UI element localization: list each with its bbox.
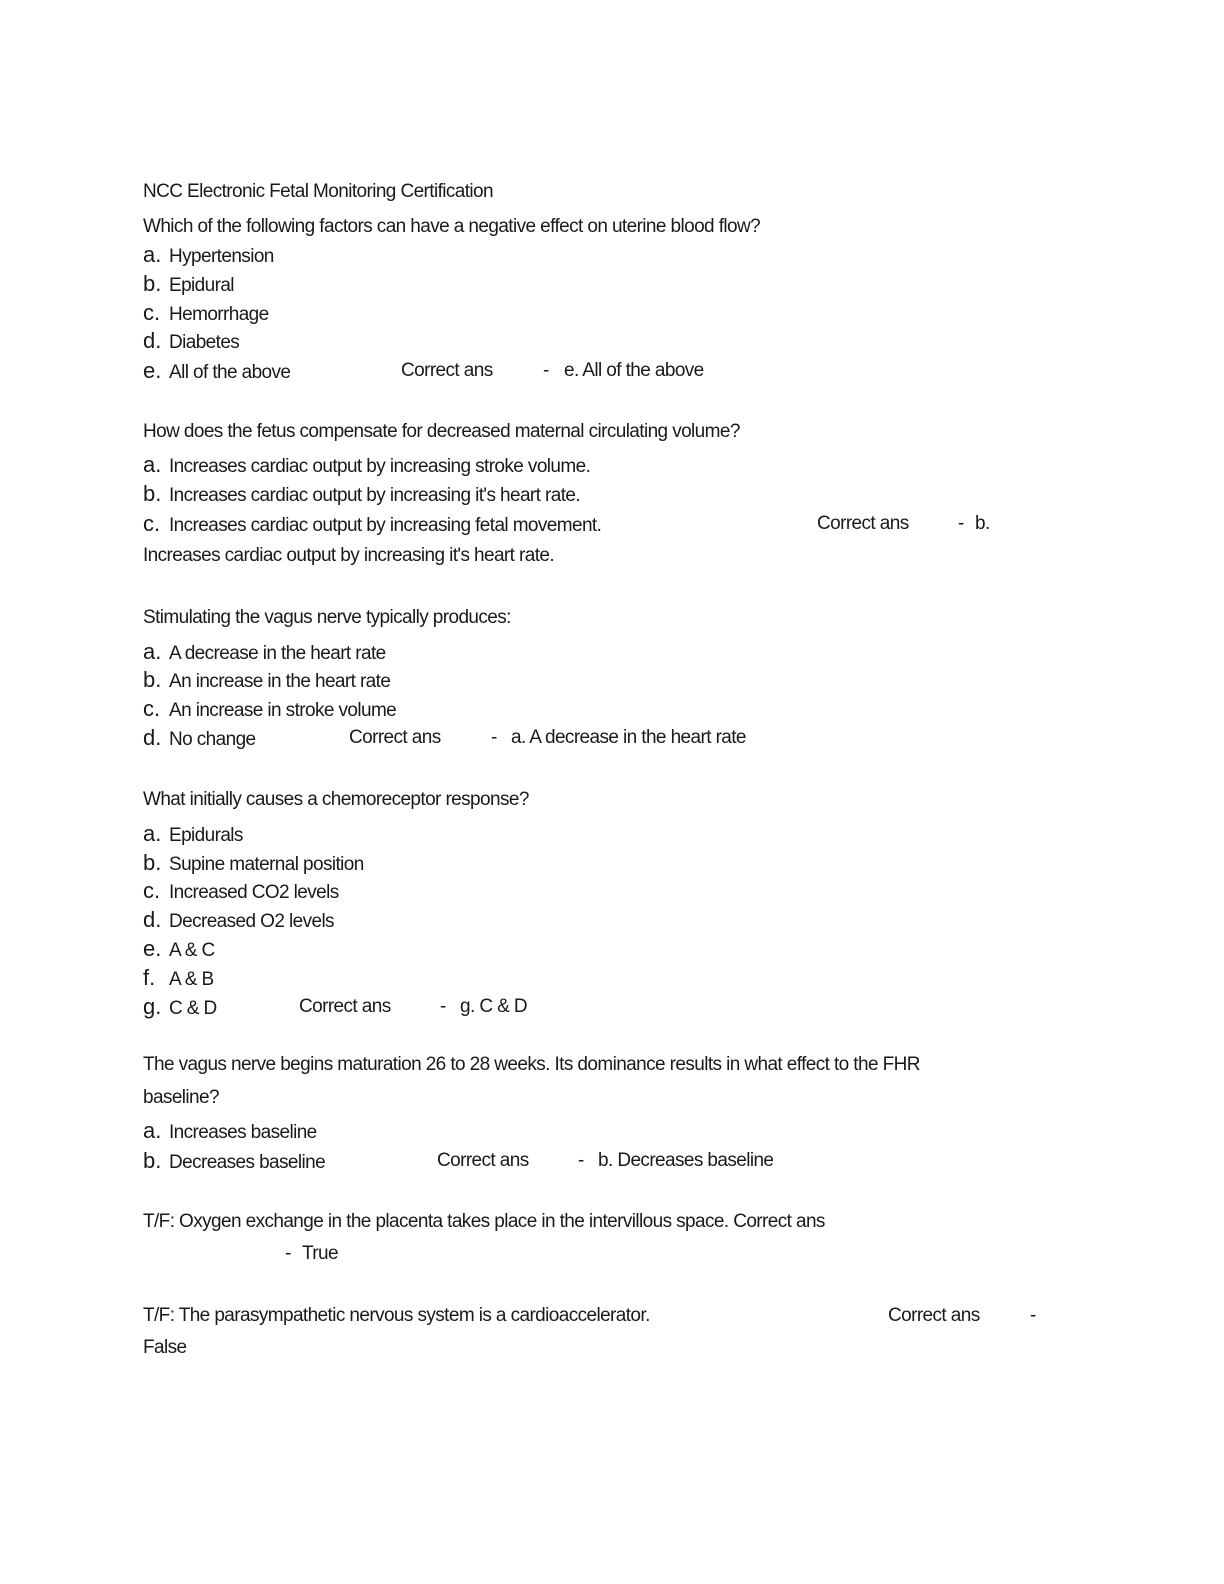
question-7-statement: T/F: The parasympathetic nervous system is a cardioaccelerator.	[143, 1305, 650, 1326]
option-text: A decrease in the heart rate	[169, 643, 386, 664]
question-1-text: Which of the following factors can have a negative effect on uterine blood flow?	[143, 216, 761, 237]
option-text: A & B	[169, 969, 214, 990]
option-text: Increased CO2 levels	[169, 882, 339, 903]
option-letter: b.	[143, 1148, 162, 1173]
q3-answer-dash: -	[491, 727, 497, 748]
q7-answer-dash: -	[1030, 1305, 1036, 1326]
q3-option-b	[143, 668, 390, 694]
q1-option-c	[143, 301, 269, 327]
q3-option-c	[143, 697, 396, 723]
q1-answer: e. All of the above	[564, 360, 704, 381]
q5-answer-dash: -	[578, 1150, 584, 1171]
q4-option-a	[143, 822, 243, 848]
q4-correct-label: Correct ans	[299, 996, 391, 1017]
option-letter: e.	[143, 358, 162, 383]
option-letter: a.	[143, 639, 162, 664]
q7-correct-label: Correct ans	[888, 1305, 980, 1326]
document-title: NCC Electronic Fetal Monitoring Certification	[143, 181, 493, 202]
q1-correct-label: Correct ans	[401, 360, 493, 381]
q2-correct-label: Correct ans	[817, 513, 909, 534]
option-text: Hypertension	[169, 246, 274, 267]
option-letter: a.	[143, 821, 162, 846]
option-letter: c.	[143, 878, 161, 903]
option-letter: c.	[143, 300, 161, 325]
option-letter: b.	[143, 667, 162, 692]
option-letter: a.	[143, 452, 162, 477]
option-text: Epidurals	[169, 825, 243, 846]
option-text: Supine maternal position	[169, 854, 364, 875]
option-text: Decreases baseline	[169, 1152, 326, 1173]
question-2-text: How does the fetus compensate for decreased maternal circulating volume?	[143, 421, 740, 442]
question-3-text: Stimulating the vagus nerve typically produces:	[143, 607, 511, 628]
q2-option-b	[143, 482, 580, 508]
option-letter: g.	[143, 994, 162, 1019]
q1-option-b	[143, 272, 234, 298]
q5-option-a	[143, 1119, 317, 1145]
option-text: Epidural	[169, 275, 234, 296]
question-5-text-line1: The vagus nerve begins maturation 26 to 28 weeks. Its dominance results in what effect to the FHR	[143, 1054, 920, 1075]
q1-option-a	[143, 243, 274, 269]
q1-answer-dash: -	[543, 360, 549, 381]
q3-correct-label: Correct ans	[349, 727, 441, 748]
option-text: No change	[169, 729, 256, 750]
q2-option-a	[143, 453, 590, 479]
option-letter: b.	[143, 271, 162, 296]
option-text: A & C	[169, 940, 215, 961]
option-text: An increase in stroke volume	[169, 700, 397, 721]
option-letter: b.	[143, 481, 162, 506]
option-text: Increases cardiac output by increasing it's heart rate.	[169, 485, 581, 506]
q3-option-d	[143, 726, 256, 752]
option-letter: a.	[143, 242, 162, 267]
option-letter: a.	[143, 1118, 162, 1143]
q1-option-d	[143, 329, 239, 355]
option-text: All of the above	[169, 362, 291, 383]
q4-option-g	[143, 995, 217, 1021]
option-letter: f.	[143, 965, 156, 990]
option-letter: d.	[143, 725, 162, 750]
question-5-text-line2: baseline?	[143, 1087, 219, 1108]
question-4-text: What initially causes a chemoreceptor response?	[143, 789, 529, 810]
q2-answer-part2: Increases cardiac output by increasing it's heart rate.	[143, 545, 555, 566]
q4-option-c	[143, 879, 339, 905]
option-letter: c.	[143, 696, 161, 721]
q4-answer: g. C & D	[460, 996, 527, 1017]
option-text: Hemorrhage	[169, 304, 269, 325]
option-text: Diabetes	[169, 332, 240, 353]
q4-option-b	[143, 851, 364, 877]
question-6-statement: T/F: Oxygen exchange in the placenta takes place in the intervillous space. Correct ans	[143, 1211, 825, 1232]
q2-answer-dash: -	[958, 513, 964, 534]
q3-answer: a. A decrease in the heart rate	[511, 727, 746, 748]
q4-option-e	[143, 937, 215, 963]
q3-option-a	[143, 640, 386, 666]
option-text: Increases cardiac output by increasing stroke volume.	[169, 456, 591, 477]
option-letter: d.	[143, 907, 162, 932]
q6-answer: True	[302, 1243, 338, 1264]
q2-answer-part1: b.	[975, 513, 990, 534]
q4-option-d	[143, 908, 334, 934]
option-text: An increase in the heart rate	[169, 671, 391, 692]
q5-correct-label: Correct ans	[437, 1150, 529, 1171]
option-letter: b.	[143, 850, 162, 875]
option-text: Increases cardiac output by increasing fetal movement.	[169, 515, 602, 536]
q5-answer: b. Decreases baseline	[598, 1150, 774, 1171]
option-text: Increases baseline	[169, 1122, 317, 1143]
q4-option-f	[143, 966, 214, 992]
option-text: Decreased O2 levels	[169, 911, 334, 932]
q1-option-e	[143, 359, 290, 385]
option-letter: e.	[143, 936, 162, 961]
option-letter: c.	[143, 511, 161, 536]
q5-option-b	[143, 1149, 325, 1175]
q2-option-c	[143, 512, 601, 538]
option-letter: d.	[143, 328, 162, 353]
q4-answer-dash: -	[440, 996, 446, 1017]
option-text: C & D	[169, 998, 217, 1019]
q6-answer-dash: -	[285, 1243, 291, 1264]
q7-answer: False	[143, 1337, 187, 1358]
